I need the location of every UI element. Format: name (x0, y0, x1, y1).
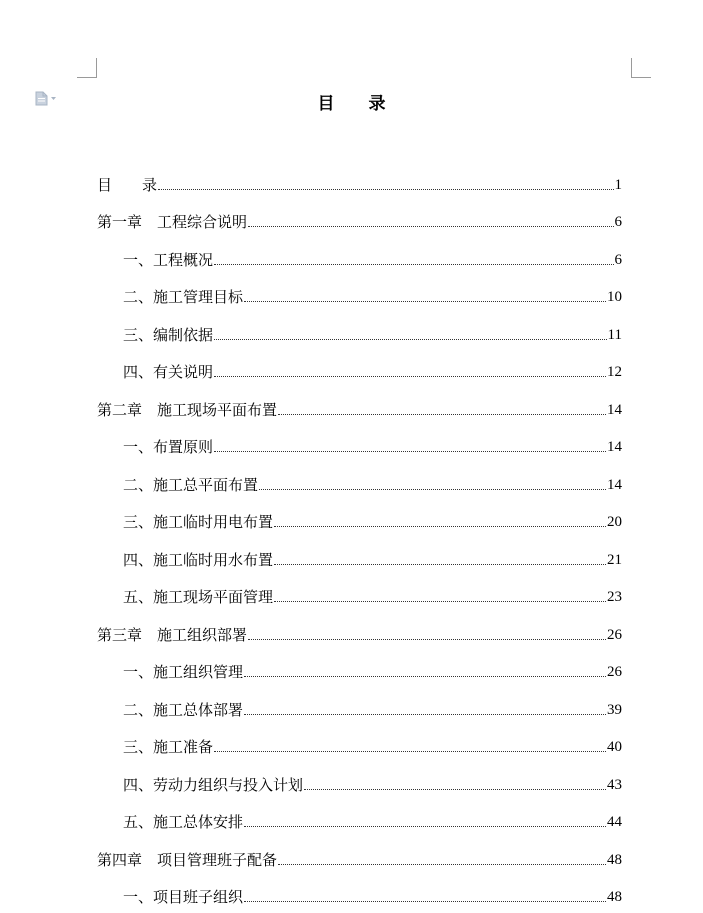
toc-entry-page-number: 48 (607, 887, 622, 907)
toc-dot-leader (214, 263, 613, 265)
toc-dot-leader (304, 788, 606, 790)
toc-entry[interactable] (97, 688, 622, 726)
toc-entry[interactable] (97, 463, 622, 501)
toc-entry-label: 二、施工总平面布置 (123, 475, 258, 495)
toc-entry-page-number: 14 (607, 400, 622, 420)
toc-dot-leader (278, 863, 606, 865)
toc-dot-leader (214, 450, 606, 452)
toc-entry-page-number: 39 (607, 700, 622, 720)
toc-entry[interactable] (97, 238, 622, 276)
toc-entry-page-number: 10 (607, 287, 622, 307)
page-corner-top-left (77, 58, 97, 78)
toc-dot-leader (244, 825, 606, 827)
toc-dot-leader (214, 750, 606, 752)
toc-entry-page-number: 43 (607, 775, 622, 795)
toc-dot-leader (244, 675, 606, 677)
toc-entry-label: 四、有关说明 (123, 362, 213, 382)
toc-entry[interactable] (97, 351, 622, 389)
toc-title (0, 89, 703, 114)
toc-entry-page-number: 14 (607, 475, 622, 495)
toc-entry-label: 一、项目班子组织 (123, 887, 243, 907)
toc-entry-page-number: 20 (607, 512, 622, 532)
toc-dot-leader (248, 225, 613, 227)
toc-entry-label: 二、施工总体部署 (123, 700, 243, 720)
toc-entry-page-number: 1 (615, 175, 623, 195)
toc-entry[interactable] (97, 426, 622, 464)
toc-entry-label: 三、施工准备 (123, 737, 213, 757)
toc-entry-label: 四、施工临时用水布置 (123, 550, 273, 570)
toc-entry[interactable] (97, 388, 622, 426)
toc-entry[interactable] (97, 576, 622, 614)
toc-entry-page-number: 44 (607, 812, 622, 832)
toc-entry[interactable] (97, 801, 622, 839)
toc-entry[interactable] (97, 538, 622, 576)
toc-entry[interactable] (97, 501, 622, 539)
toc-entry-label: 第一章 工程综合说明 (97, 212, 247, 232)
toc-dot-leader (274, 600, 606, 602)
toc-dot-leader (214, 338, 607, 340)
toc-entry[interactable] (97, 876, 622, 913)
toc-entry-label: 一、布置原则 (123, 437, 213, 457)
toc-title-char-1: 目 (318, 94, 335, 114)
toc-entry-page-number: 26 (607, 625, 622, 645)
toc-entry-page-number: 23 (607, 587, 622, 607)
toc-entry[interactable] (97, 313, 622, 351)
toc-entry-label: 一、施工组织管理 (123, 662, 243, 682)
toc-entry-page-number: 26 (607, 662, 622, 682)
toc-entry-page-number: 6 (615, 250, 623, 270)
toc-entry[interactable] (97, 763, 622, 801)
toc-dot-leader (214, 375, 606, 377)
toc-entry-label: 目 录 (97, 175, 157, 195)
toc-entry-page-number: 48 (607, 850, 622, 870)
toc-entry-label: 第四章 项目管理班子配备 (97, 850, 277, 870)
toc-entry[interactable] (97, 651, 622, 689)
toc-dot-leader (274, 563, 606, 565)
page-corner-top-right (631, 58, 651, 78)
toc-entry-label: 二、施工管理目标 (123, 287, 243, 307)
toc-entry-label: 五、施工总体安排 (123, 812, 243, 832)
toc-dot-leader (158, 188, 613, 190)
toc-dot-leader (244, 300, 606, 302)
toc-entry-page-number: 40 (607, 737, 622, 757)
toc-entry[interactable] (97, 726, 622, 764)
toc-dot-leader (248, 638, 606, 640)
toc-title-char-2: 录 (369, 94, 386, 114)
toc-dot-leader (278, 413, 606, 415)
toc-entry[interactable] (97, 276, 622, 314)
toc-entry-page-number: 6 (615, 212, 623, 232)
toc-entry-page-number: 11 (608, 325, 622, 345)
toc-dot-leader (244, 713, 606, 715)
toc-entry-label: 第三章 施工组织部署 (97, 625, 247, 645)
toc-entry-label: 五、施工现场平面管理 (123, 587, 273, 607)
toc-entry-label: 三、施工临时用电布置 (123, 512, 273, 532)
toc-entry-page-number: 12 (607, 362, 622, 382)
toc-dot-leader (259, 488, 606, 490)
toc-entry[interactable] (97, 613, 622, 651)
toc-entry-label: 三、编制依据 (123, 325, 213, 345)
toc-entry-label: 第二章 施工现场平面布置 (97, 400, 277, 420)
toc-dot-leader (274, 525, 606, 527)
toc-entry-page-number: 21 (607, 550, 622, 570)
toc-entry-label: 四、劳动力组织与投入计划 (123, 775, 303, 795)
table-of-contents (97, 163, 622, 913)
toc-dot-leader (244, 900, 606, 902)
toc-entry-page-number: 14 (607, 437, 622, 457)
toc-entry[interactable] (97, 201, 622, 239)
toc-entry[interactable] (97, 838, 622, 876)
toc-entry[interactable] (97, 163, 622, 201)
toc-entry-label: 一、工程概况 (123, 250, 213, 270)
